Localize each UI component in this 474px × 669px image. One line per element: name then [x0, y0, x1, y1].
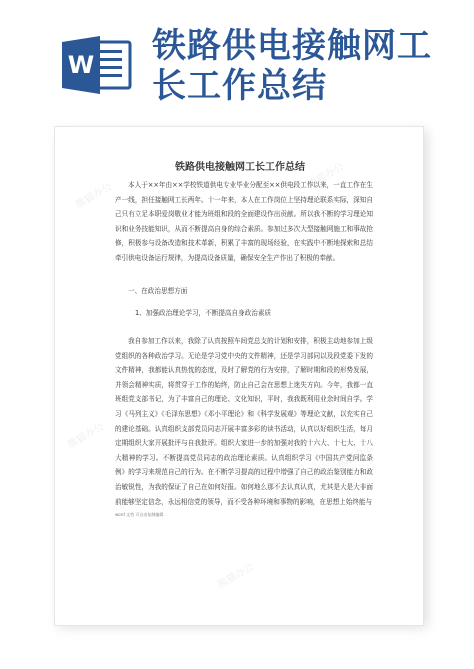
header-banner [0, 0, 474, 118]
watermark: 熊猫办公 [215, 561, 257, 591]
watermark: 熊猫办公 [305, 161, 347, 191]
watermark: 熊猫办公 [65, 421, 107, 451]
section-heading: 一、在政治思想方面 [128, 287, 188, 295]
sub-heading: 1、加强政治理论学习，不断提高自身政治素质 [135, 309, 272, 317]
paragraph-intro: 本人于××年由××学校铁道供电专业毕业分配至××供电段工作以来，一直工作在生产一线，担任接触网工长两年。十一年来，本人在工作岗位上坚持理论联系实际，深知自己只有立足本职爱岗敬业才能为班组和段的全面建设作出贡献。所以我不断的学习理论知识和业务技能知识，从而不断提高自身的综合素质。参加过多次大型接触网施工和事故抢修，积极参与设备改造和技术革新，积累了丰富的现场经验，在实践中不断地探索和总结牵引供电设备运行规律，为提高设备质量，确保安全生产作出了积极的奉献。 [115, 181, 373, 262]
banner-title: 铁路供电接触网工长工作总结 [152, 26, 432, 106]
word-logo-letter: W [67, 51, 95, 79]
document-page [54, 126, 424, 626]
watermark: 熊猫办公 [335, 441, 377, 471]
watermark: 熊猫办公 [185, 351, 227, 381]
word-document-icon [62, 36, 132, 94]
document-footer: word 文档 可自由复制编辑 [115, 512, 164, 517]
paragraph-body: 我自参加工作以来，我除了认真按照车间党总支的计划和安排，积极主动地参加上级党组织的各种政治学习。无论是学习党中央的文件精神，还是学习部同以及段党委下发的文件精神，我都能认真热忱的态度，及时了解党的行为安排，了解时期和段的形势发展，并领会精神实质，将贯穿于工作的始终，防止自己会在思想上迷失方向。今年，我都一直班组党支部书记，为了丰富自己的理论、文化知识，平时，我我既利用业余时间自学。学习《马列主义》《毛泽东思想》《邓小平理论》和《科学发展观》等理论文献，以充实自己的建论基础。认真组织支部党员同志开展丰富多彩的读书活动，认真以好组织生活，每月定期组织大家开展批评与自我批评。组织大家进一步的加强对我的十六大、十七大、十八大精神的学习。不断提高党员同志的政治理论素质。认真组织学习《中国共产党问监条例》的学习来规范自己的行为。在不断学习提高的过程中增强了自己的政治鉴别能力和政治敏锐性，为我的保证了自己在如何好报。如何地么那不去认真认真，尤其是大是大非面前能够坚定信念，永远相信党的领导，而不受各种环境和事物的影响，在思想上始终能与 [115, 337, 373, 506]
document-title: 铁路供电接触网工长工作总结 [175, 162, 305, 173]
watermark: 熊猫办公 [73, 181, 115, 211]
